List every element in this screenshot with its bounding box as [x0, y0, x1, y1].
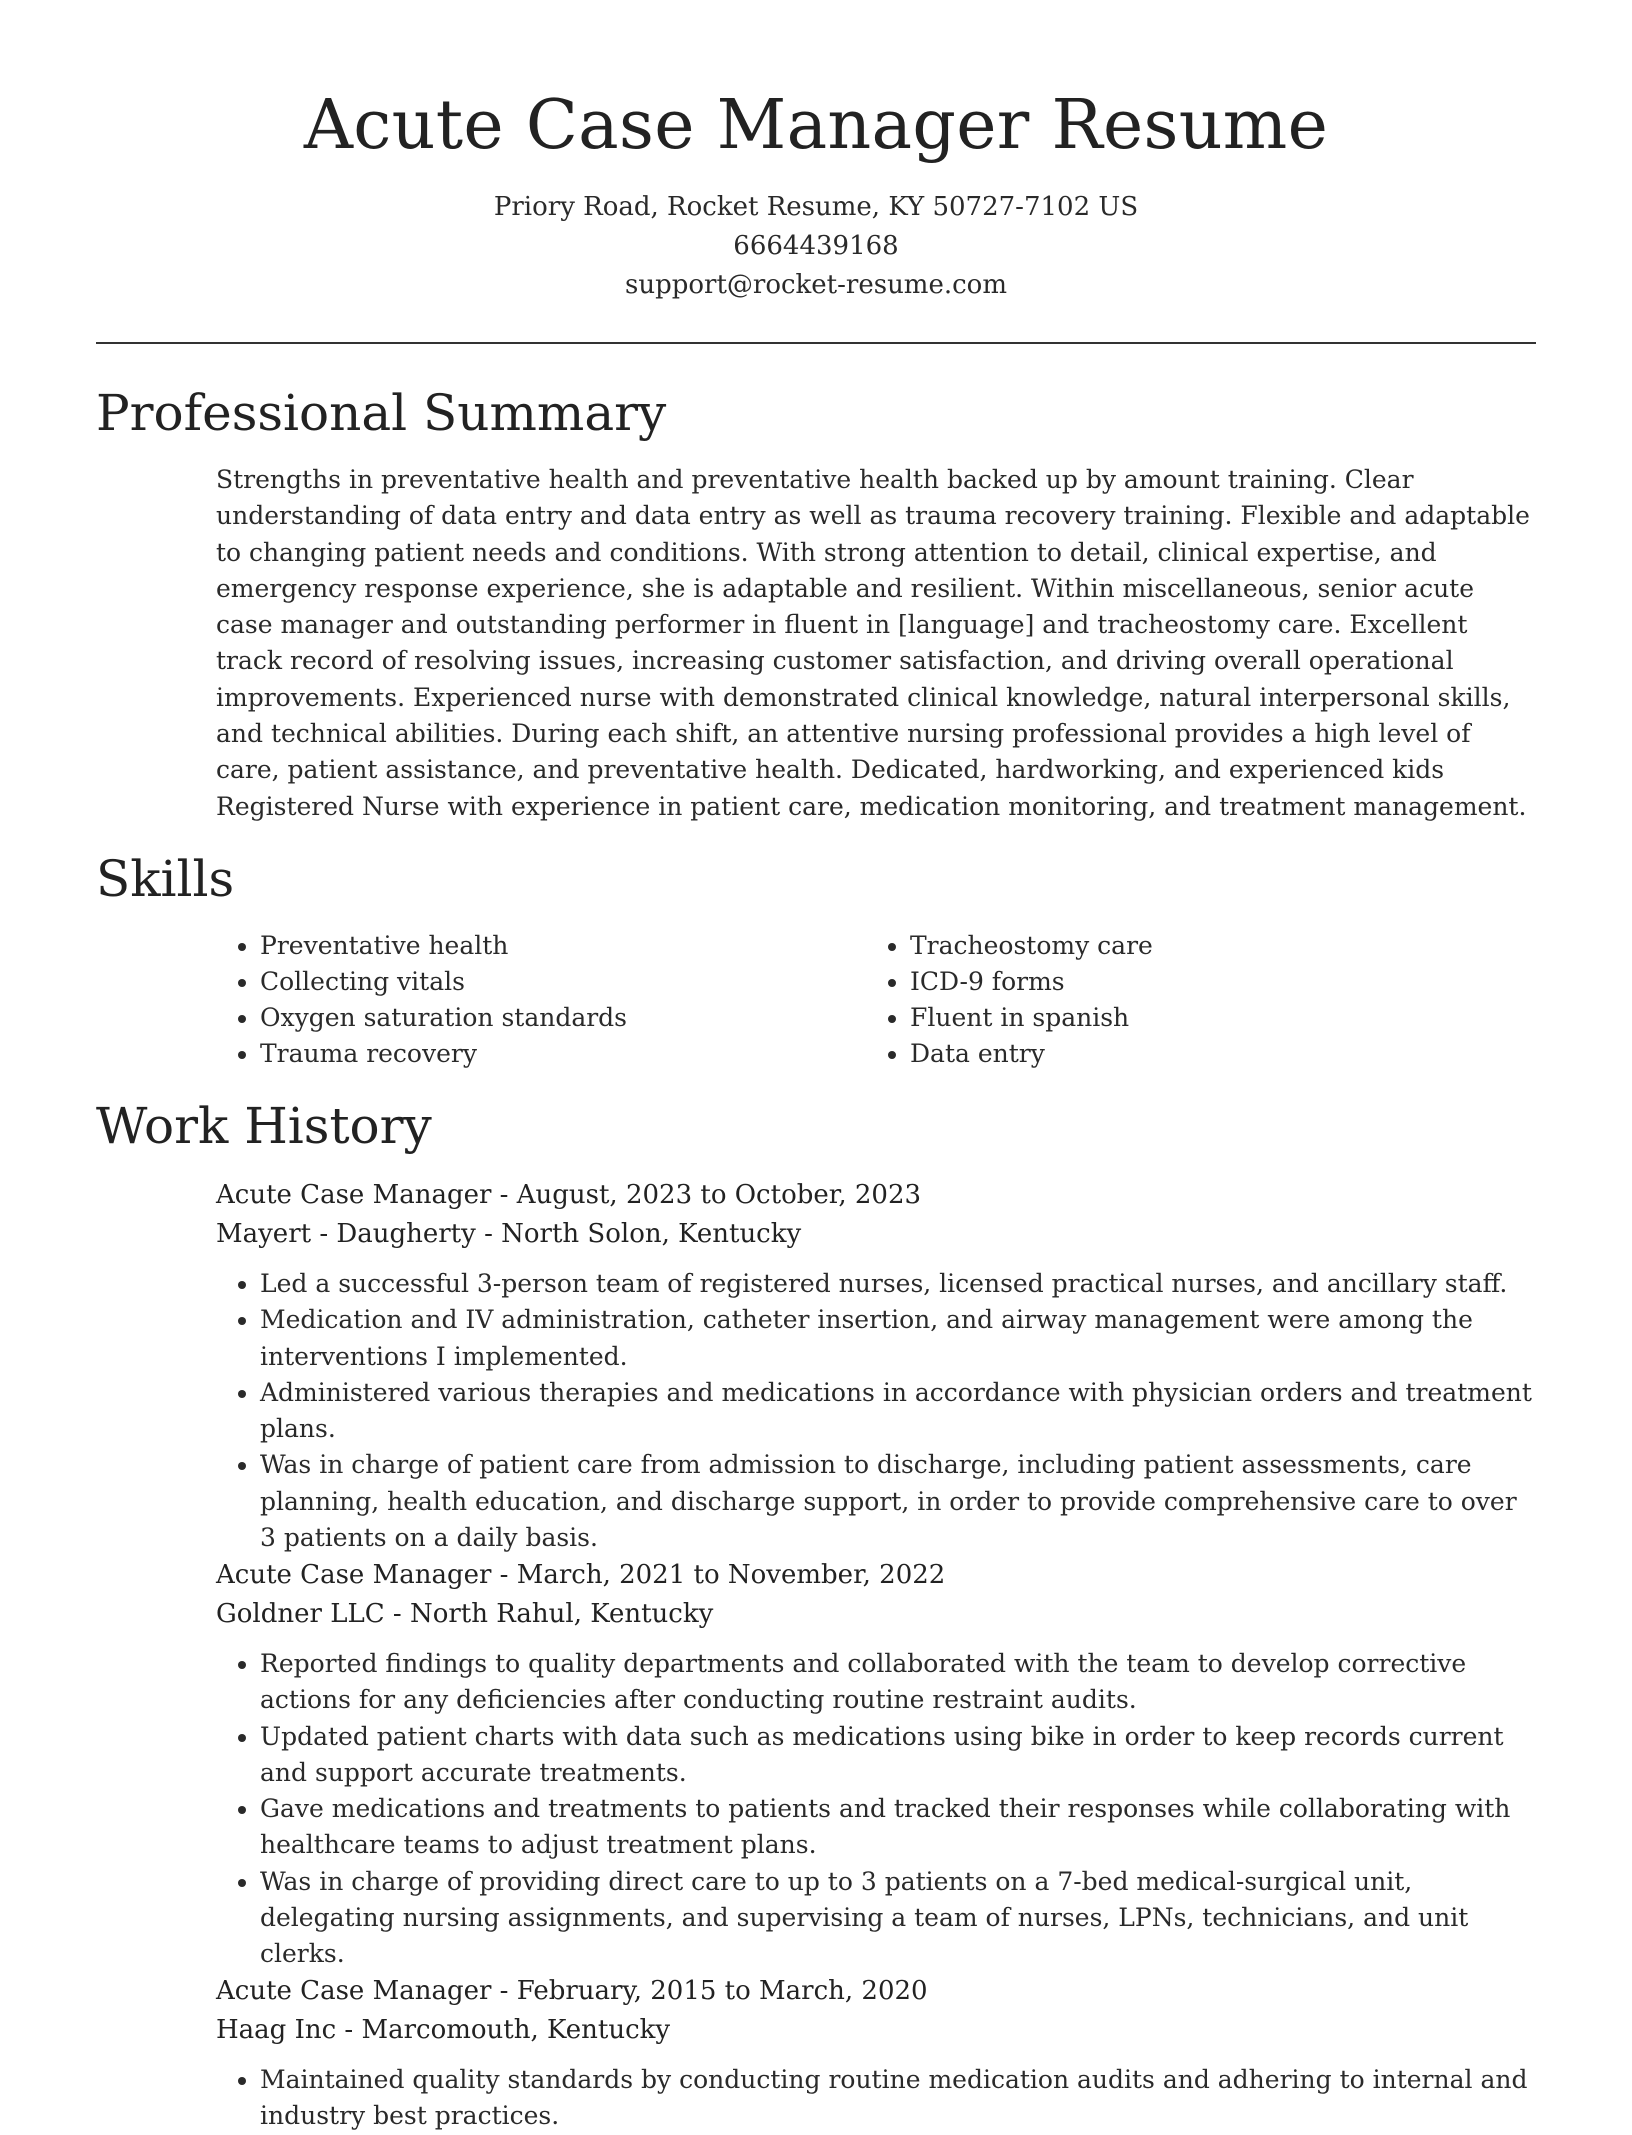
job-bullet-list [216, 2062, 1536, 2135]
skill-item: • Tracheostomy care [910, 928, 1516, 964]
job-title-line: Acute Case Manager - March, 2021 to November, 2022 [216, 1560, 946, 1590]
summary-text: Strengths in preventative health and preventative health backed up by amount training. Clear understanding of data entry and data entry as well as trauma recovery training. Flexible and adaptable to changing patient needs and conditions. With strong attention to detail, clinical expertise, and emergency response experience, she is adaptable and resilient. Within miscellaneous, senior acute case manager and outstanding performer in fluent in [language] and tracheostomy care. Excellent track record of resolving issues, increasing customer satisfaction, and driving overall operational improvements. Experienced nurse with demonstrated clinical knowledge, natural interpersonal skills, and technical abilities. During each shift, an attentive nursing professional provides a high level of care, patient assistance, and preventative health. Dedicated, hardworking, and experienced kids Registered Nurse with experience in patient care, medication monitoring, and treatment management. [216, 465, 1530, 821]
job-title-line: Acute Case Manager - August, 2023 to October, 2023 [216, 1180, 922, 1210]
skill-item: • Oxygen saturation standards [260, 1000, 866, 1036]
job-bullet: • Led a successful 3-person team of registered nurses, licensed practical nurses, and ancillary staff. [260, 1266, 1536, 1302]
job-bullet: • Administered various therapies and medications in accordance with physician orders and treatment plans. [260, 1375, 1536, 1448]
resume-header [96, 82, 1536, 305]
job-bullet: • Updated patient charts with data such as medications using bike in order to keep records current and support accurate treatments. [260, 1719, 1536, 1792]
job-employer-line: Goldner LLC - North Rahul, Kentucky [216, 1599, 714, 1629]
skills-columns [216, 928, 1536, 1072]
skill-item: • ICD-9 forms [910, 964, 1516, 1000]
job-title-line: Acute Case Manager - February, 2015 to March, 2020 [216, 1976, 928, 2006]
skills-heading: Skills [96, 850, 235, 908]
contact-email: support@rocket-resume.com [624, 270, 1007, 300]
job-employer-line: Haag Inc - Marcomouth, Kentucky [216, 2015, 671, 2045]
job-bullet: • Was in charge of patient care from admission to discharge, including patient assessments, care planning, health education, and discharge support, in order to provide comprehensive care to over 3 patients on a daily basis. [260, 1447, 1536, 1556]
skills-list-left [216, 928, 866, 1072]
job-entry [216, 1556, 1536, 1973]
job-employer-line: Mayert - Daugherty - North Solon, Kentucky [216, 1219, 802, 1249]
work-history-heading: Work History [96, 1097, 432, 1155]
job-bullet: • Maintained quality standards by conducting routine medication audits and adhering to internal and industry best practices. [260, 2062, 1536, 2135]
contact-address: Priory Road, Rocket Resume, KY 50727-7102 US [493, 192, 1139, 222]
resume-title: Acute Case Manager Resume [303, 86, 1329, 165]
job-bullet: • Reported findings to quality departments and collaborated with the team to develop corrective actions for any deficiencies after conducting routine restraint audits. [260, 1646, 1536, 1719]
skill-item: • Collecting vitals [260, 964, 866, 1000]
contact-block [96, 188, 1536, 305]
job-bullet: • Was in charge of providing direct care to up to 3 patients on a 7-bed medical-surgical unit, delegating nursing assignments, and supervising a team of nurses, LPNs, technicians, and unit clerks. [260, 1864, 1536, 1973]
contact-phone: 6664439168 [733, 231, 899, 261]
skill-item: • Fluent in spanish [910, 1000, 1516, 1036]
header-divider [96, 342, 1536, 344]
job-bullet-list [216, 1646, 1536, 1973]
skill-item: • Preventative health [260, 928, 866, 964]
skill-item: • Trauma recovery [260, 1036, 866, 1072]
skill-item: • Data entry [910, 1036, 1516, 1072]
job-bullet-list [216, 1266, 1536, 1556]
summary-heading: Professional Summary [96, 384, 667, 442]
skills-list-right [866, 928, 1516, 1072]
job-bullet: • Medication and IV administration, catheter insertion, and airway management were among the interventions I implemented. [260, 1302, 1536, 1375]
job-entry [216, 1176, 1536, 1556]
job-bullet: • Gave medications and treatments to patients and tracked their responses while collaborating with healthcare teams to adjust treatment plans. [260, 1791, 1536, 1864]
job-entry [216, 1972, 1536, 2135]
